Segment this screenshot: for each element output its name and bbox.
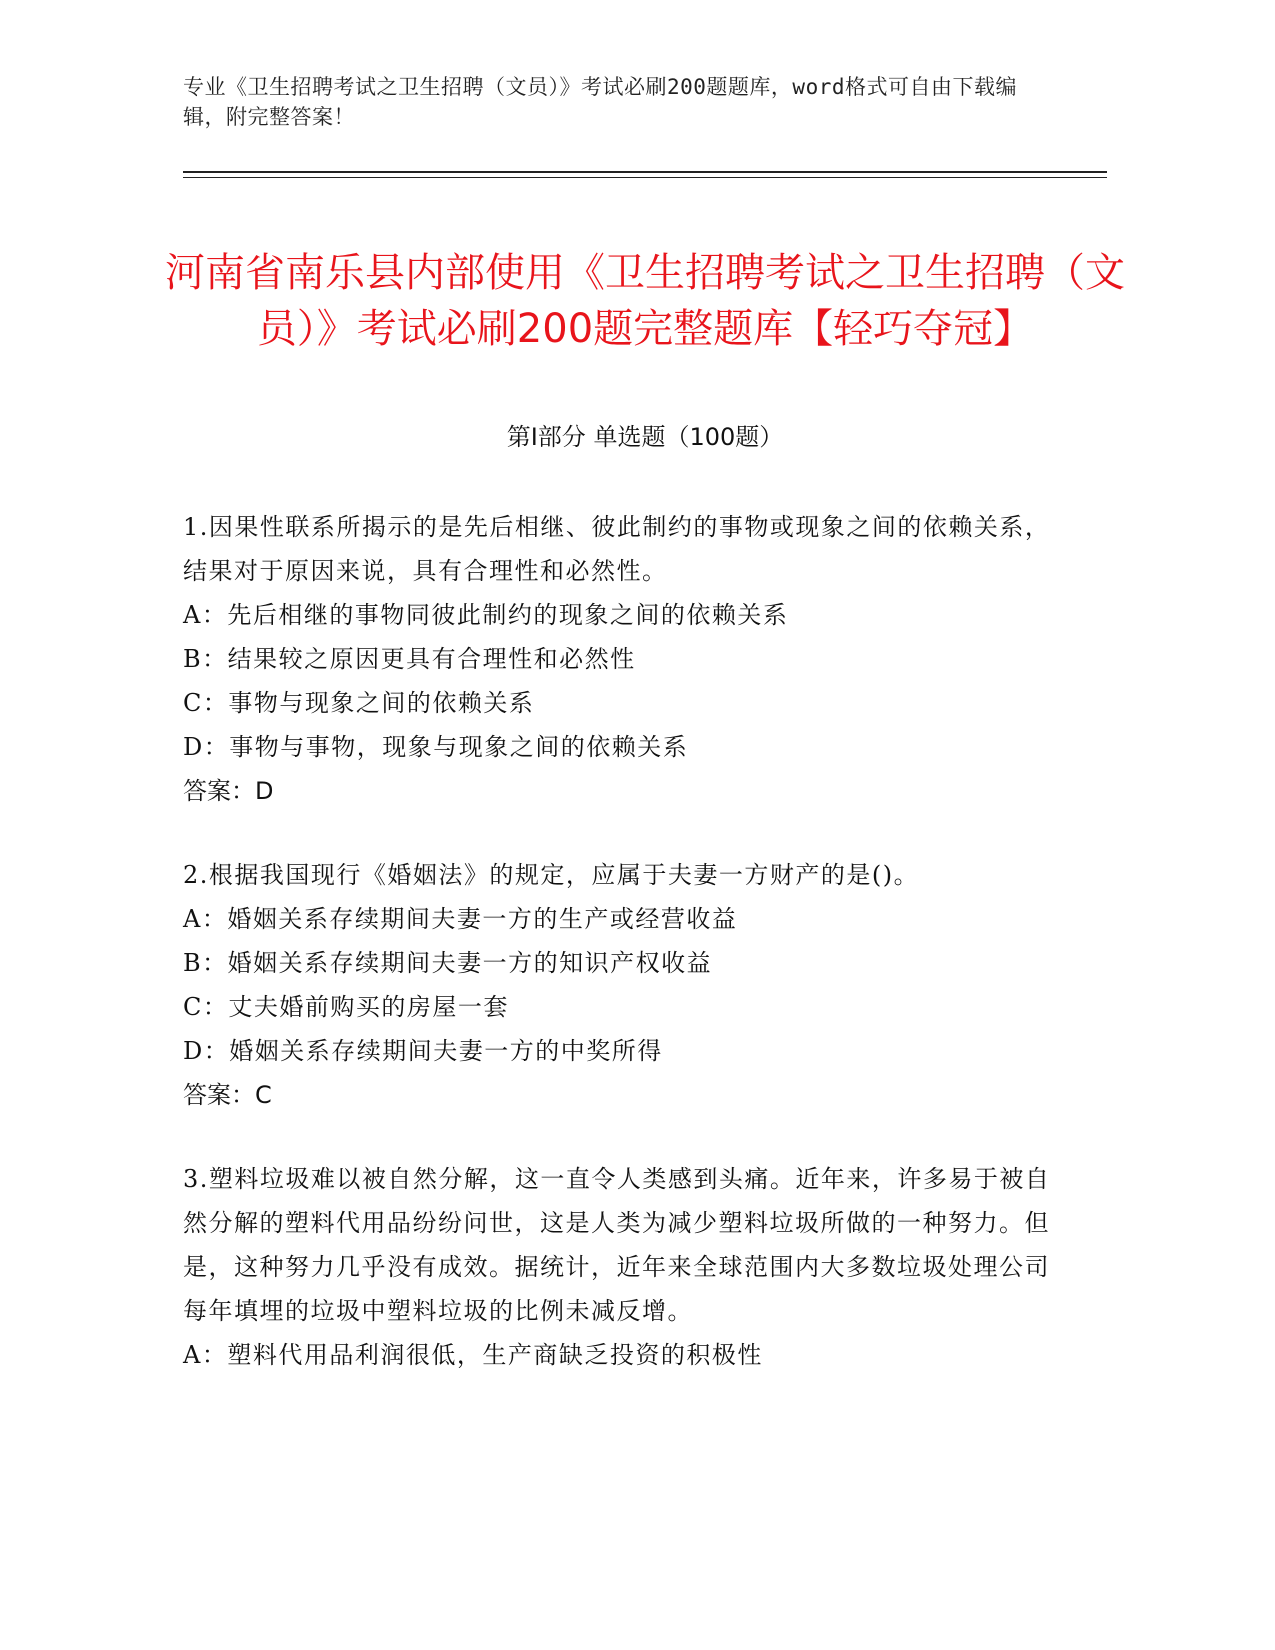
header-rule-thin [183,177,1107,178]
answer: 答案：D [183,777,274,805]
option-a: A：塑料代用品利润很低，生产商缺乏投资的积极性 [183,1341,763,1369]
question-stem: 2.根据我国现行《婚姻法》的规定，应属于夫妻一方财产的是()。 [183,861,920,889]
answer: 答案：C [183,1081,272,1109]
question-2 [183,853,1053,1117]
option-b: B：婚姻关系存续期间夫妻一方的知识产权收益 [183,949,713,977]
option-a: A：先后相继的事物同彼此制约的现象之间的依赖关系 [183,601,789,629]
header-note: 专业《卫生招聘考试之卫生招聘（文员）》考试必刷200题题库，word格式可自由下载编辑，附完整答案！ [183,75,1017,129]
option-a: A：婚姻关系存续期间夫妻一方的生产或经营收益 [183,905,738,933]
document-title: 河南省南乐县内部使用《卫生招聘考试之卫生招聘（文员）》考试必刷200题完整题库【轻巧夺冠】 [165,249,1125,352]
option-c: C：丈夫婚前购买的房屋一套 [183,993,509,1021]
header-rule-thick [183,171,1107,173]
section-title: 第I部分 单选题（100题） [506,423,784,451]
question-1 [183,505,1053,813]
option-c: C：事物与现象之间的依赖关系 [183,689,535,717]
option-d: D：婚姻关系存续期间夫妻一方的中奖所得 [183,1037,663,1065]
question-stem: 3.塑料垃圾难以被自然分解，这一直令人类感到头痛。近年来，许多易于被自然分解的塑料代用品纷纷问世，这是人类为减少塑料垃圾所做的一种努力。但是，这种努力几乎没有成效。据统计，近年来全球范围内大多数垃圾处理公司每年填埋的垃圾中塑料垃圾的比例未减反增。 [183,1165,1051,1325]
question-3 [183,1157,1053,1377]
option-b: B：结果较之原因更具有合理性和必然性 [183,645,636,673]
option-d: D：事物与事物，现象与现象之间的依赖关系 [183,733,689,761]
question-stem: 1.因果性联系所揭示的是先后相继、彼此制约的事物或现象之间的依赖关系，结果对于原因来说，具有合理性和必然性。 [183,513,1051,585]
